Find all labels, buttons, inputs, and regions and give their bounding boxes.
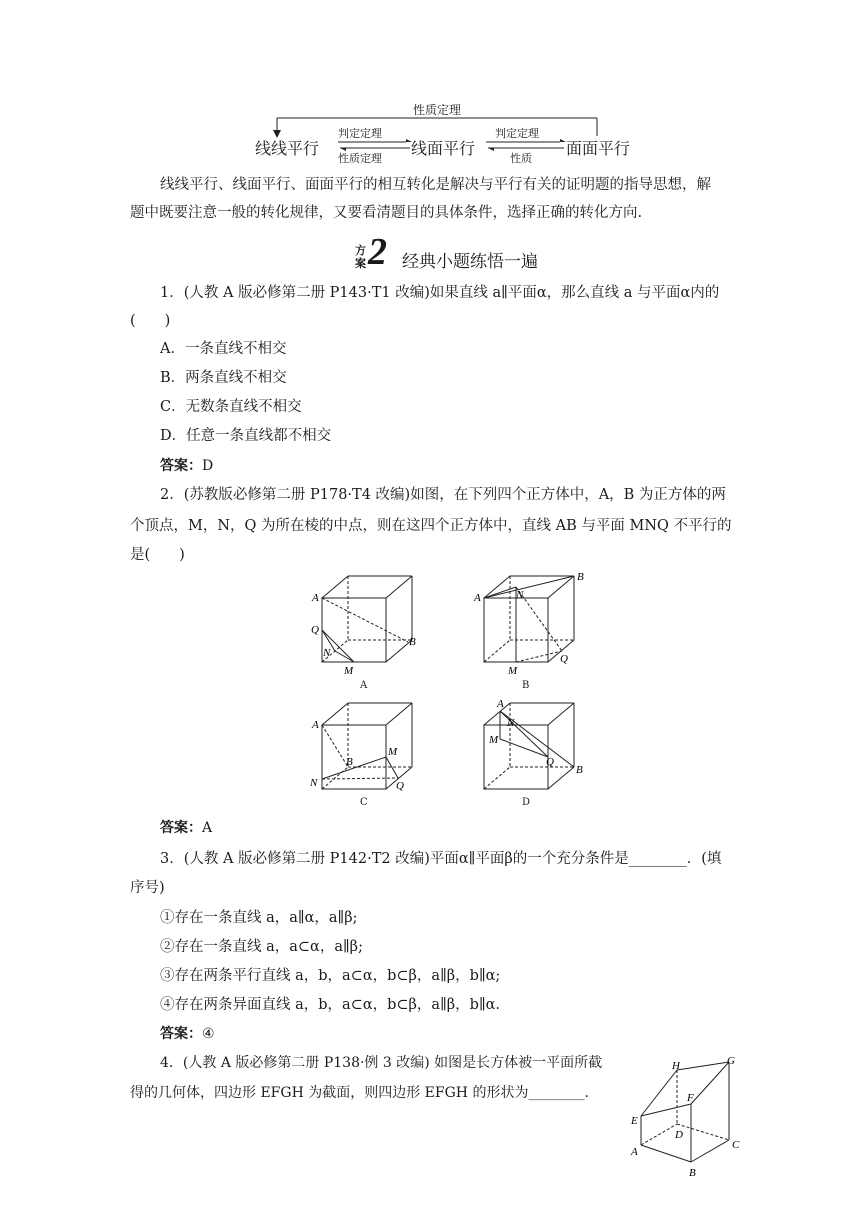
solid-label-B: B: [689, 1167, 696, 1179]
cube-b-label-Q: Q: [560, 653, 568, 665]
q1-option-d: D．任意一条直线都不相交: [160, 428, 332, 444]
section-number: 2: [368, 231, 387, 273]
cube-c-label-B: B: [346, 756, 353, 768]
figure-caption-c: C: [360, 797, 368, 808]
diagram-left: 线线平行: [255, 139, 320, 158]
section-small-1: 方: [355, 244, 366, 257]
arrow1-top-label: 判定定理: [338, 127, 382, 140]
section-title: 经典小题练悟一遍: [402, 252, 538, 272]
q1-option-a: A．一条直线不相交: [160, 341, 287, 357]
q1-option-c: C．无数条直线不相交: [160, 399, 302, 415]
solid-label-E: E: [631, 1115, 638, 1127]
q2-line-3: 是( ): [130, 547, 185, 563]
q3-item-4: ④存在两条异面直线 a，b，a⊂α，b⊂β，a∥β，b∥α.: [160, 997, 501, 1013]
solid-label-F: F: [687, 1092, 694, 1104]
figure-caption-d: D: [522, 797, 531, 808]
solid-label-A: A: [631, 1146, 638, 1158]
solid-label-C: C: [732, 1139, 740, 1151]
q4-line-2: 得的几何体，四边形 EFGH 为截面，则四边形 EFGH 的形状为________.: [130, 1085, 589, 1101]
q1-option-b: B．两条直线不相交: [160, 370, 287, 386]
cube-figure-b: [470, 570, 590, 690]
solid-label-H: H: [672, 1060, 680, 1072]
q3-line-1: 3．(人教 A 版必修第二册 P142·T2 改编)平面α∥平面β的一个充分条件是________．(填: [160, 851, 722, 867]
cube-c-label-A: A: [312, 719, 319, 731]
intro-line-2: 题中既要注意一般的转化规律，又要看清题目的具体条件，选择正确的转化方向.: [130, 205, 643, 221]
cube-c-label-N: N: [310, 777, 318, 789]
cube-a-label-Q: Q: [311, 624, 319, 636]
cube-d-label-A: A: [497, 698, 504, 710]
arrow2-bottom-label: 性质: [510, 152, 532, 165]
cube-d-label-N: N: [507, 717, 515, 729]
figure-caption-a: A: [360, 680, 368, 691]
cube-d-label-Q: Q: [546, 756, 554, 768]
cube-d-label-M: M: [489, 734, 499, 746]
q1-paren: ( ): [130, 313, 171, 329]
q4-line-1: 4．(人教 A 版必修第二册 P138·例 3 改编) 如图是长方体被一平面所截: [160, 1055, 603, 1071]
diagram-right: 面面平行: [566, 139, 631, 158]
cube-a-label-B: B: [409, 636, 416, 648]
q1-answer: 答案：D: [160, 458, 214, 474]
cube-b-label-M: M: [508, 665, 518, 677]
cube-b-label-N: N: [516, 589, 524, 601]
cube-figure-a: [308, 570, 423, 690]
q3-answer: 答案：④: [160, 1026, 215, 1042]
diagram-mid: 线面平行: [411, 139, 476, 158]
cube-a-label-A: A: [312, 592, 319, 604]
cut-box-figure: [625, 1052, 750, 1182]
q2-line-1: 2．(苏教版必修第二册 P178·T4 改编)如图，在下列四个正方体中，A，B 为正方体的两: [160, 487, 726, 503]
arrow2-top-label: 判定定理: [495, 127, 539, 140]
q3-item-3: ③存在两条平行直线 a，b，a⊂α，b⊂β，a∥β，b∥α;: [160, 968, 501, 984]
cube-b-label-A: A: [474, 592, 481, 604]
intro-line-1: 线线平行、线面平行、面面平行的相互转化是解决与平行有关的证明题的指导思想，解: [160, 177, 711, 193]
q2-answer: 答案：A: [160, 820, 213, 836]
solid-label-D: D: [675, 1129, 683, 1141]
solid-label-G: G: [727, 1055, 735, 1067]
q2-line-2: 个顶点，M，N，Q 为所在棱的中点，则在这四个正方体中，直线 AB 与平面 MNQ 不平行的: [130, 518, 732, 534]
cube-figure-c: [308, 697, 423, 797]
diagram-top-label: 性质定理: [413, 103, 462, 117]
q3-item-2: ②存在一条直线 a，a⊂α，a∥β;: [160, 939, 363, 955]
cube-a-label-M: M: [344, 665, 354, 677]
q3-item-1: ①存在一条直线 a，a∥α，a∥β;: [160, 910, 358, 926]
cube-c-label-M: M: [388, 746, 398, 758]
cube-b-label-B: B: [577, 571, 584, 583]
q3-line-2: 序号): [130, 880, 165, 896]
cube-figure-d: [470, 697, 590, 797]
arrow1-bottom-label: 性质定理: [338, 152, 382, 165]
section-small-2: 案: [355, 257, 366, 270]
figure-caption-b: B: [522, 680, 530, 691]
cube-a-label-N: N: [323, 647, 331, 659]
cube-c-label-Q: Q: [396, 780, 404, 792]
q1-text: 1．(人教 A 版必修第二册 P143·T1 改编)如果直线 a∥平面α，那么直线 a 与平面α内的: [160, 285, 720, 301]
cube-d-label-B: B: [576, 764, 583, 776]
